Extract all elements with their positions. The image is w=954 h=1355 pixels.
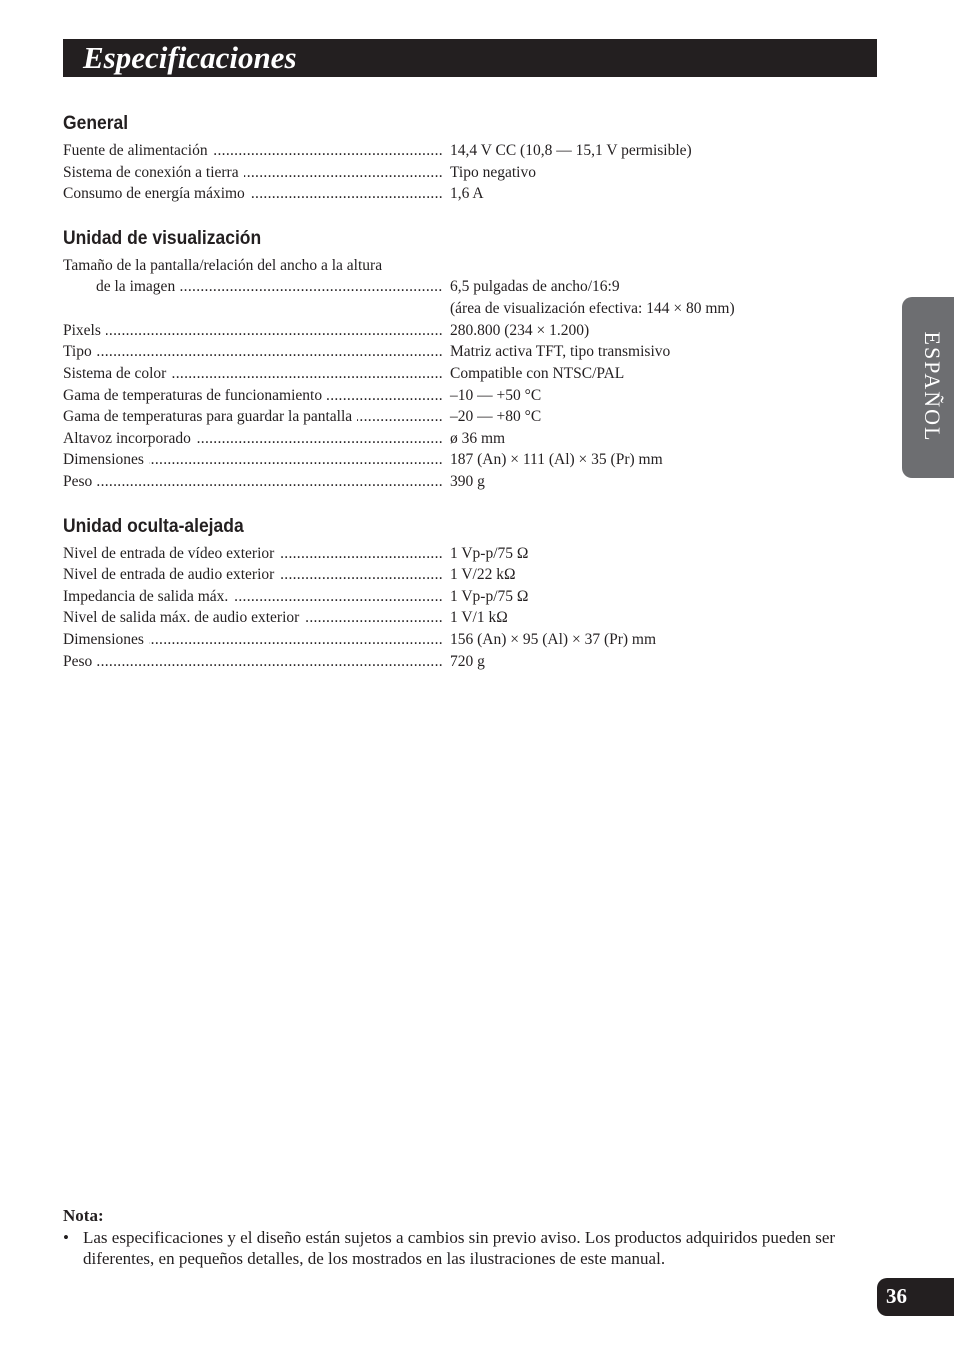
spec-value: 156 (An) × 95 (Al) × 37 (Pr) mm — [450, 631, 657, 648]
spec-label: Sistema de color ..... — [63, 364, 443, 384]
note-heading: Nota: — [63, 1206, 104, 1225]
spec-row — [63, 256, 883, 276]
spec-row — [63, 141, 883, 161]
spec-row — [63, 342, 883, 362]
spec-value: 1,6 A — [450, 185, 484, 202]
spec-label: Peso ..... — [63, 472, 443, 492]
spec-value: 1 Vp-p/75 Ω — [450, 588, 529, 605]
spec-row — [63, 565, 883, 585]
spec-label: Altavoz incorporado ..... — [63, 429, 443, 449]
spec-label: Gama de temperaturas para guardar la pantalla ..... — [63, 407, 443, 427]
spec-label: Tamaño de la pantalla/relación del ancho a la altura — [63, 256, 563, 276]
spec-row — [63, 277, 883, 297]
spec-value: –10 — +50 °C — [450, 387, 542, 404]
spec-value: (área de visualización efectiva: 144 × 80 mm) — [450, 300, 735, 317]
spec-row — [63, 587, 883, 607]
spec-row — [63, 407, 883, 427]
spec-value: Matriz activa TFT, tipo transmisivo — [450, 343, 671, 360]
section-heading-general: General — [63, 113, 129, 134]
spec-label: Nivel de salida máx. de audio exterior ..... — [63, 608, 443, 628]
title-bar — [63, 39, 877, 77]
note-bullet: • — [63, 1228, 69, 1247]
spec-value: 720 g — [450, 653, 485, 670]
spec-value: –20 — +80 °C — [450, 408, 542, 425]
spec-label: Dimensiones ..... — [63, 630, 443, 650]
spec-row — [63, 630, 883, 650]
spec-label: de la imagen ..... — [96, 277, 443, 297]
spec-label: Nivel de entrada de audio exterior ..... — [63, 565, 443, 585]
spec-row — [63, 429, 883, 449]
spec-value: 390 g — [450, 473, 485, 490]
spec-label: Consumo de energía máximo ..... — [63, 184, 443, 204]
page-title: Especificaciones — [83, 40, 297, 75]
spec-row — [63, 386, 883, 406]
spec-row — [63, 163, 883, 183]
spec-value: ø 36 mm — [450, 430, 506, 447]
spec-label: Fuente de alimentación ..... — [63, 141, 443, 161]
spec-label: Sistema de conexión a tierra ..... — [63, 163, 443, 183]
spec-row — [63, 299, 883, 319]
spec-value: 6,5 pulgadas de ancho/16:9 — [450, 278, 620, 295]
section-heading-display: Unidad de visualización — [63, 228, 262, 249]
spec-label: Peso ..... — [63, 652, 443, 672]
spec-row — [63, 364, 883, 384]
language-tab-label: ESPAÑOL — [920, 331, 945, 443]
spec-row — [63, 608, 883, 628]
note-text: Las especificaciones y el diseño están sujetos a cambios sin previo aviso. Los productos adquiridos pueden ser diferentes, en pequeños detalles, de los mostrados en las ilustraciones de este manual. — [83, 1228, 836, 1268]
spec-label: Pixels ..... — [63, 321, 443, 341]
spec-row — [63, 184, 883, 204]
page-number-tab — [877, 1278, 954, 1316]
spec-label: Tipo ..... — [63, 342, 443, 362]
spec-value: 1 Vp-p/75 Ω — [450, 545, 529, 562]
spec-value: 1 V/22 kΩ — [450, 566, 516, 583]
section-heading-hideaway: Unidad oculta-alejada — [63, 516, 244, 537]
spec-value: 14,4 V CC (10,8 — 15,1 V permisible) — [450, 142, 692, 159]
spec-row — [63, 450, 883, 470]
spec-row — [63, 544, 883, 564]
spec-value: 280.800 (234 × 1.200) — [450, 322, 590, 339]
spec-value: Tipo negativo — [450, 164, 536, 181]
spec-row — [63, 321, 883, 341]
spec-label: Dimensiones ..... — [63, 450, 443, 470]
spec-label: Impedancia de salida máx. ..... — [63, 587, 443, 607]
spec-label: Gama de temperaturas de funcionamiento ..... — [63, 386, 443, 406]
spec-value: Compatible con NTSC/PAL — [450, 365, 625, 382]
spec-row — [63, 652, 883, 672]
spec-value: 1 V/1 kΩ — [450, 609, 508, 626]
spec-row — [63, 472, 883, 492]
language-tab — [902, 297, 954, 478]
page-number: 36 — [886, 1284, 907, 1308]
spec-value: 187 (An) × 111 (Al) × 35 (Pr) mm — [450, 451, 663, 468]
spec-label: Nivel de entrada de vídeo exterior ..... — [63, 544, 443, 564]
